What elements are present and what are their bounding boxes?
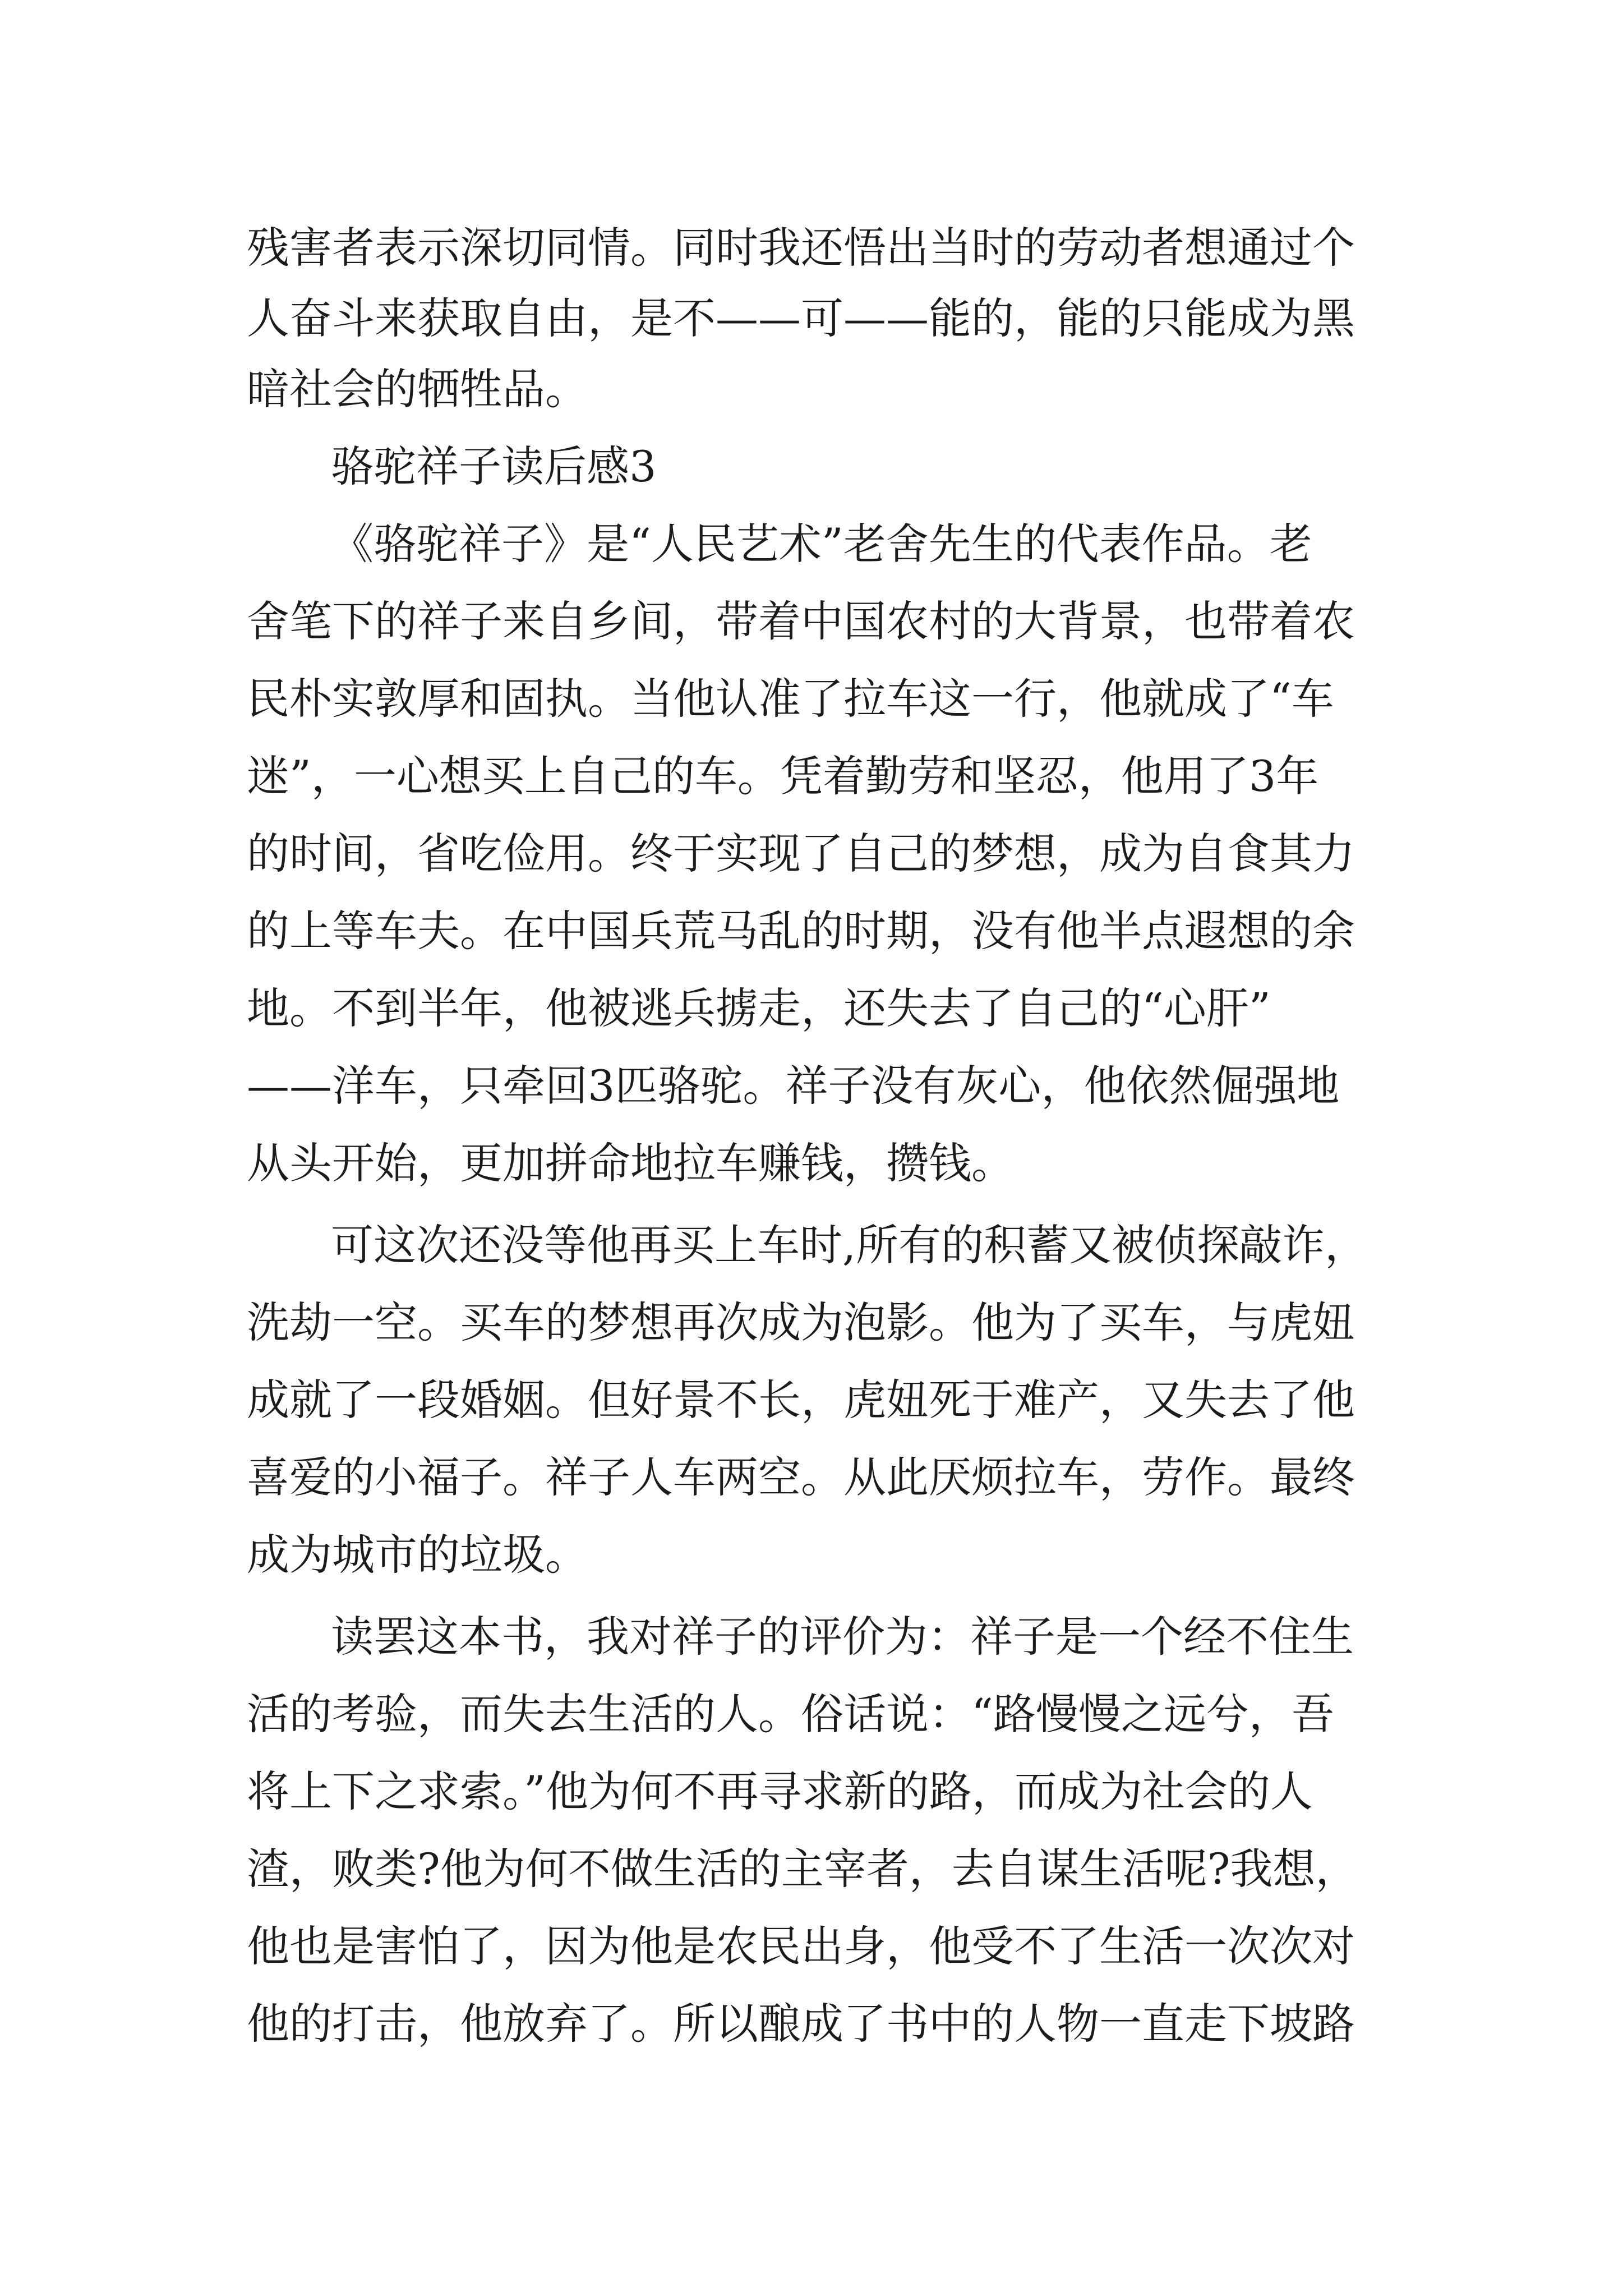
text-line: 迷”，一心想买上自己的车。凭着勤劳和坚忍，他用了3年 [247, 751, 1319, 801]
text-line: 残害者表示深切同情。同时我还悟出当时的劳动者想通过个 [247, 223, 1355, 273]
text-line: 人奋斗来获取自由，是不——可——能的，能的只能成为黑 [247, 293, 1355, 343]
text-line: 《骆驼祥子》是“人民艺术”老舍先生的代表作品。老 [331, 519, 1312, 569]
text-line: 渣，败类?他为何不做生活的主宰者，去自谋生活呢?我想， [247, 1844, 1358, 1894]
text-line: 可这次还没等他再买上车时,所有的积蓄又被侦探敲诈， [331, 1220, 1368, 1270]
text-line: 暗社会的牺牲品。 [247, 364, 588, 414]
text-line: 活的考验，而失去生活的人。俗话说：“路慢慢之远兮，吾 [247, 1689, 1334, 1739]
text-line: 的上等车夫。在中国兵荒马乱的时期，没有他半点遐想的余 [247, 906, 1355, 956]
text-line: 他也是害怕了，因为他是农民出身，他受不了生活一次次对 [247, 1921, 1355, 1971]
text-line: 他的打击，他放弃了。所以酿成了书中的人物一直走下坡路 [247, 1999, 1355, 2049]
section-heading: 骆驼祥子读后感3 [331, 441, 657, 491]
text-line: 读罢这本书，我对祥子的评价为：祥子是一个经不住生 [331, 1612, 1354, 1662]
text-line: 舍笔下的祥子来自乡间，带着中国农村的大背景，也带着农 [247, 596, 1355, 646]
text-line: 民朴实敦厚和固执。当他认准了拉车这一行，他就成了“车 [247, 674, 1334, 724]
text-line: 喜爱的小福子。祥子人车两空。从此厌烦拉车，劳作。最终 [247, 1452, 1355, 1502]
text-line: 将上下之求索。”他为何不再寻求新的路，而成为社会的人 [247, 1766, 1313, 1816]
text-line: 从头开始，更加拼命地拉车赚钱，攒钱。 [247, 1138, 1014, 1188]
text-line: 的时间，省吃俭用。终于实现了自己的梦想，成为自食其力 [247, 829, 1355, 878]
text-line: 洗劫一空。买车的梦想再次成为泡影。他为了买车，与虎妞 [247, 1297, 1355, 1347]
text-line: 成为城市的垃圾。 [247, 1530, 588, 1580]
text-line: 成就了一段婚姻。但好景不长，虎妞死于难产，又失去了他 [247, 1375, 1355, 1425]
text-line: ——洋车，只牵回3匹骆驼。祥子没有灰心，他依然倔强地 [247, 1061, 1340, 1111]
text-line: 地。不到半年，他被逃兵掳走，还失去了自己的“心肝” [247, 983, 1271, 1033]
